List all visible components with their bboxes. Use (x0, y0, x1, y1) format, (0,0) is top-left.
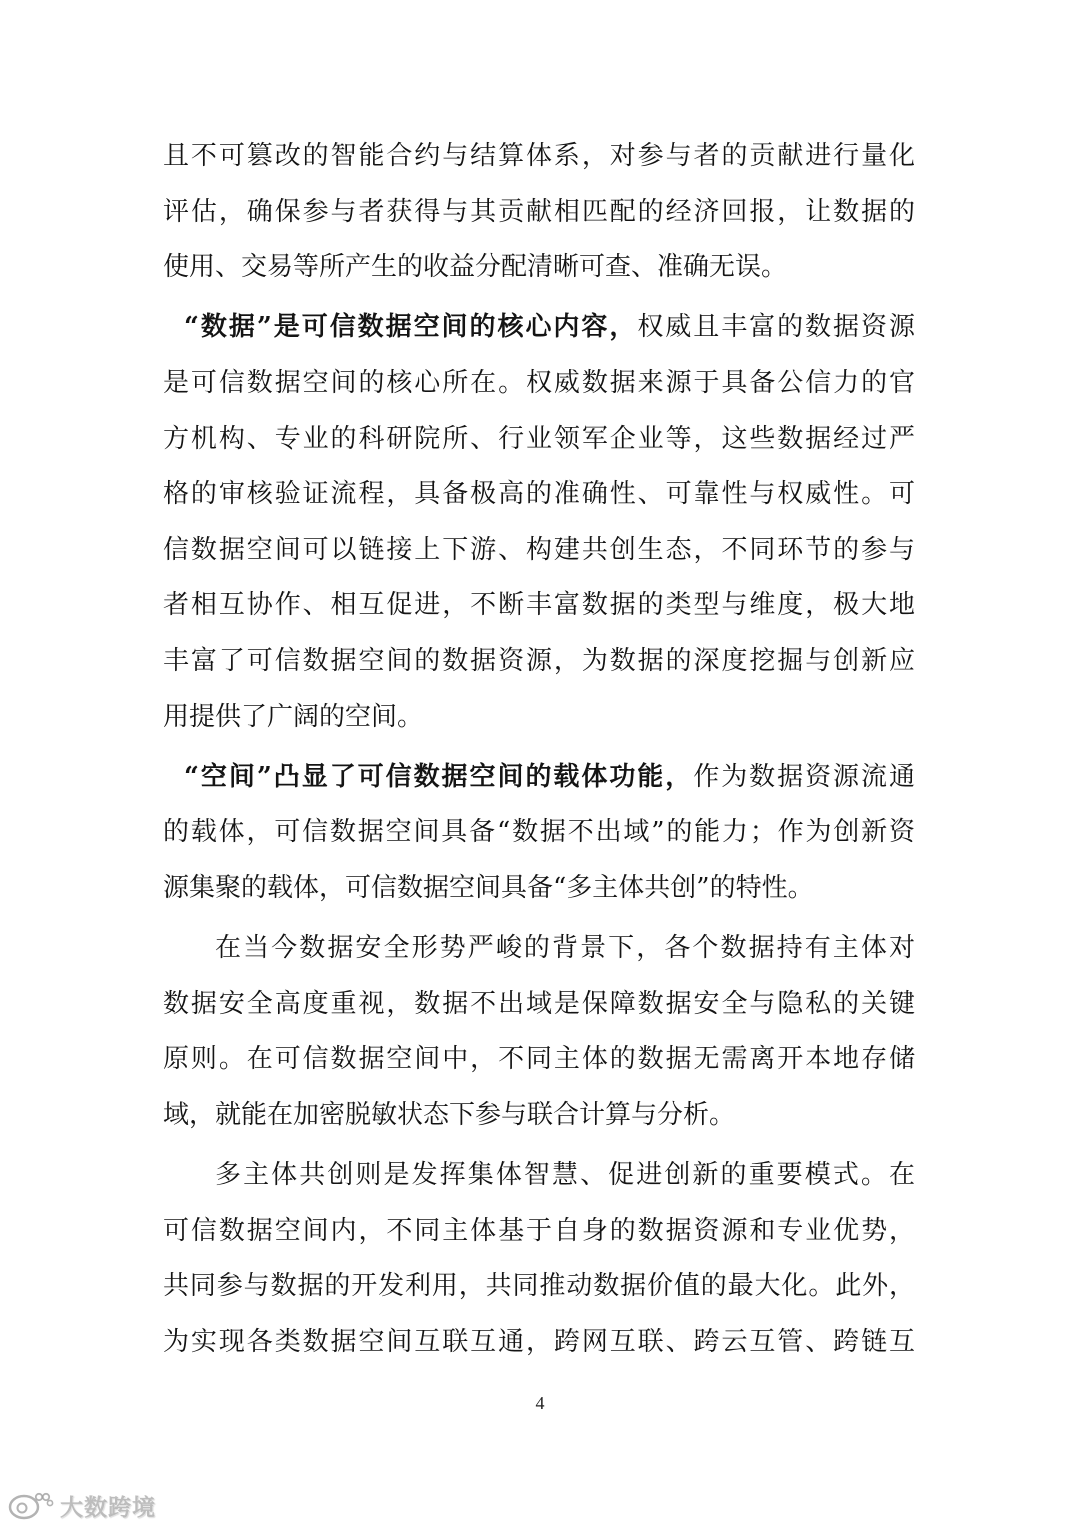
text-line: 用提供了广阔的空间。 (163, 701, 424, 732)
line-text: 权威且丰富的数据资源 (637, 312, 915, 343)
text-line: 使用、交易等所产生的收益分配清晰可查、准确无误。 (163, 252, 788, 283)
page-number: 4 (535, 1393, 545, 1413)
paragraph (163, 750, 915, 917)
line-text: 作为数据资源流通 (693, 761, 915, 792)
text-line: 在当今数据安全形势严峻的背景下，各个数据持有主体对 (215, 933, 915, 964)
text-line: 数据安全高度重视，数据不出域是保障数据安全与隐私的关键 (163, 988, 915, 1019)
document-body (163, 129, 915, 1370)
text-line: 可信数据空间内，不同主体基于自身的数据资源和专业优势， (163, 1215, 915, 1246)
watermark-logo-icon (8, 1489, 54, 1521)
paragraph (163, 300, 915, 745)
text-line: 方机构、专业的科研院所、行业领军企业等，这些数据经过严 (163, 423, 915, 454)
text-line: 原则。在可信数据空间中，不同主体的数据无需离开本地存储 (163, 1044, 915, 1075)
paragraph (163, 1148, 915, 1370)
text-line: 信数据空间可以链接上下游、构建共创生态，不同环节的参与 (163, 534, 915, 565)
text-line: 的载体，可信数据空间具备“数据不出域”的能力；作为创新资 (163, 817, 915, 848)
text-line: 丰富了可信数据空间的数据资源，为数据的深度挖掘与创新应 (163, 645, 915, 676)
text-line: 评估，确保参与者获得与其贡献相匹配的经济回报，让数据的 (163, 196, 915, 227)
watermark-text: 大数跨境 (60, 1494, 156, 1521)
text-line: 域，就能在加密脱敏状态下参与联合计算与分析。 (163, 1099, 736, 1130)
text-line: 共同参与数据的开发利用，共同推动数据价值的最大化。此外， (163, 1271, 915, 1302)
text-line: 为实现各类数据空间互联互通，跨网互联、跨云互管、跨链互 (163, 1326, 915, 1357)
paragraph-lead: “数据”是可信数据空间的核心内容， (184, 312, 638, 343)
paragraph-lead: “空间”凸显了可信数据空间的载体功能， (184, 761, 694, 792)
text-line: 格的审核验证流程，具备极高的准确性、可靠性与权威性。可 (163, 479, 915, 510)
paragraph (163, 129, 915, 296)
text-line: 是可信数据空间的核心所在。权威数据来源于具备公信力的官 (163, 367, 915, 398)
text-line (163, 300, 915, 356)
text-line: 多主体共创则是发挥集体智慧、促进创新的重要模式。在 (215, 1160, 915, 1191)
watermark (8, 1488, 156, 1522)
paragraph (163, 921, 915, 1143)
text-line: 且不可篡改的智能合约与结算体系，对参与者的贡献进行量化 (163, 141, 915, 171)
text-line: 者相互协作、相互促进，不断丰富数据的类型与维度，极大地 (163, 590, 915, 621)
text-line (163, 750, 915, 806)
text-line: 源集聚的载体，可信数据空间具备“多主体共创”的特性。 (163, 872, 814, 903)
